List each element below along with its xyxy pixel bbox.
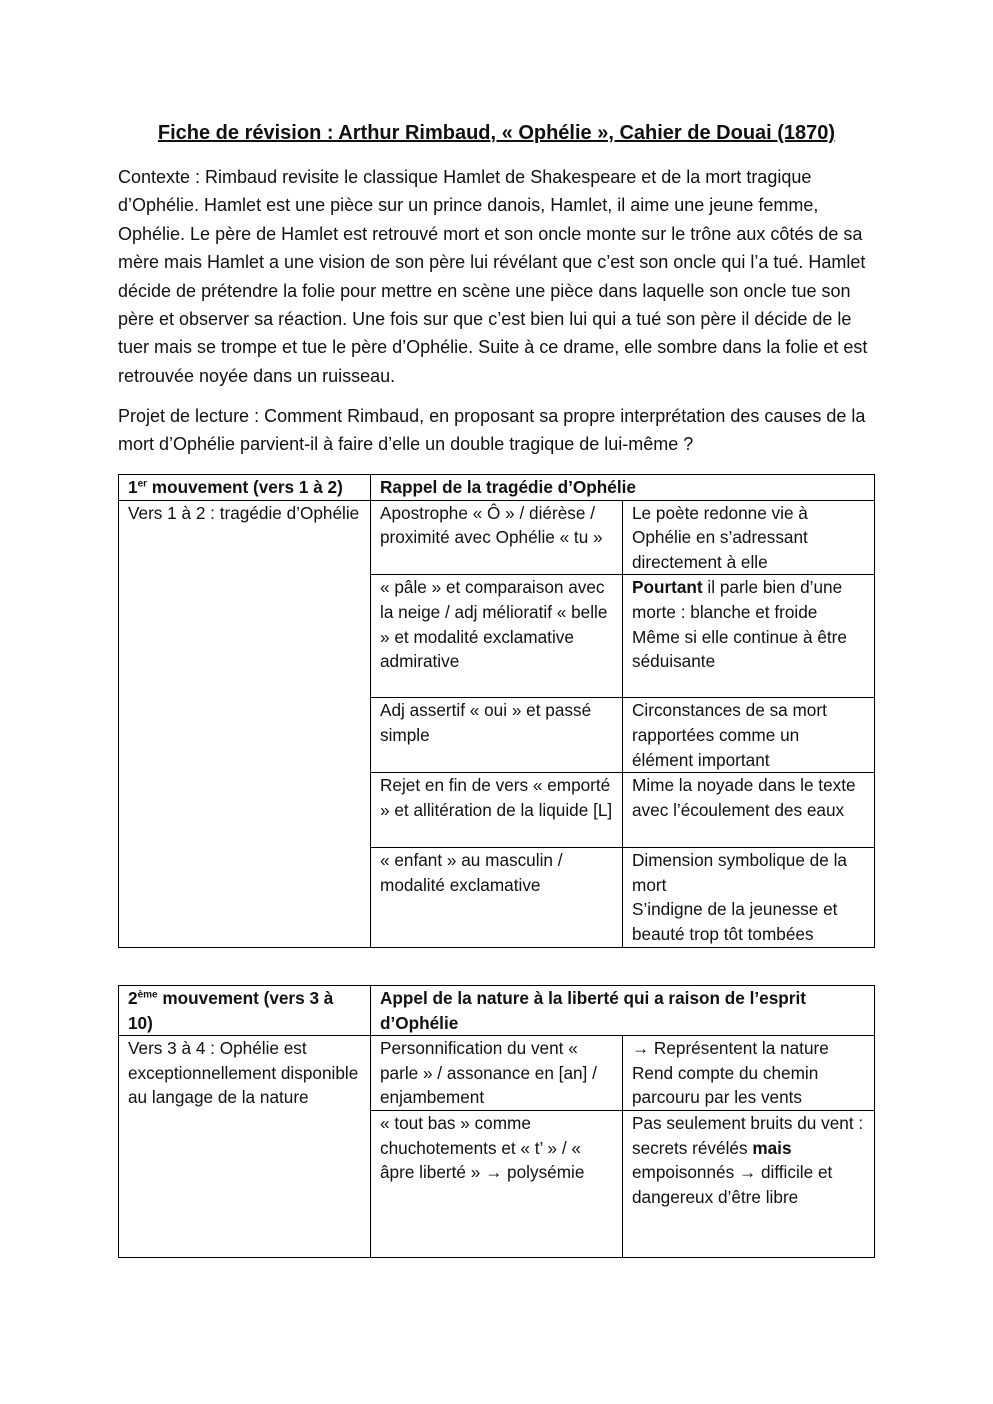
interpretation-cell: Pourtant il parle bien d’une morte : blanche et froide Même si elle continue à être séduisante — [623, 575, 875, 698]
interpretation-cell: Circonstances de sa mort rapportées comme un élément important — [623, 698, 875, 773]
interpretation-cell: Le poète redonne vie à Ophélie en s’adressant directement à elle — [623, 500, 875, 575]
procede-cell: Personnification du vent « parle » / assonance en [an] / enjambement — [370, 1036, 622, 1111]
interpretation-cell: Pas seulement bruits du vent : secrets révélés mais empoisonnés → difficile et dangereux d’être libre — [622, 1110, 874, 1257]
contexte-paragraph: Contexte : Rimbaud revisite le classique Hamlet de Shakespeare et de la mort tragique d’Ophélie. Hamlet est une pièce sur un prince danois, Hamlet, il aime une jeune femme, Ophélie. Le père de Hamlet est retrouvé mort et son oncle monte sur le trône aux côtés de sa mère mais Hamlet a une vision de son père lui révélant que c’est son oncle qui l’a tué. Hamlet décide de prétendre la folie pour mettre en scène une pièce dans laquelle son oncle tue son père et observer sa réaction. Une fois sur que c’est bien lui qui a tué son père il décide de le tuer mais se trompe et tue le père d’Ophélie. Suite à ce drame, elle sombre dans la folie et est retrouvée noyée dans un ruisseau. — [118, 167, 868, 386]
interpretation-cell: Mime la noyade dans le texte avec l’écoulement des eaux — [623, 773, 875, 848]
interpretation-cell: Dimension symbolique de la mort S’indigne de la jeunesse et beauté trop tôt tombées — [623, 848, 875, 947]
interpretation-cell: → Représentent la nature Rend compte du chemin parcouru par les vents — [622, 1036, 874, 1111]
page-title: Fiche de révision : Arthur Rimbaud, « Ophélie », Cahier de Douai (1870) — [157, 122, 836, 144]
vers-cell: Vers 3 à 4 : Ophélie est exceptionnellement disponible au langage de la nature — [119, 1036, 371, 1258]
mouvement-heading: 1er mouvement (vers 1 à 2) — [119, 475, 371, 501]
table-row — [119, 1036, 875, 1111]
procede-cell: Adj assertif « oui » et passé simple — [371, 698, 623, 773]
mouvement-title: Rappel de la tragédie d’Ophélie — [371, 475, 875, 501]
mouvement-title: Appel de la nature à la liberté qui a raison de l’esprit d’Ophélie — [370, 986, 874, 1036]
mouvement-heading: 2ème mouvement (vers 3 à 10) — [119, 986, 371, 1036]
vers-cell: Vers 1 à 2 : tragédie d’Ophélie — [119, 500, 371, 947]
procede-cell: Rejet en fin de vers « emporté » et allitération de la liquide [L] — [371, 773, 623, 848]
projet-paragraph: Projet de lecture : Comment Rimbaud, en proposant sa propre interprétation des causes de la mort d’Ophélie parvient-il à faire d’elle un double tragique de lui-même ? — [118, 406, 866, 455]
table-header-row — [119, 986, 875, 1036]
procede-cell: « tout bas » comme chuchotements et « t’ » / « âpre liberté » → polysémie — [370, 1110, 622, 1257]
procede-cell: Apostrophe « Ô » / diérèse / proximité avec Ophélie « tu » — [371, 500, 623, 575]
table-mouvement-1 — [118, 474, 875, 948]
table-header-row — [119, 475, 875, 501]
procede-cell: « pâle » et comparaison avec la neige / adj mélioratif « belle » et modalité exclamative admirative — [371, 575, 623, 698]
table-mouvement-2 — [118, 985, 875, 1258]
procede-cell: « enfant » au masculin / modalité exclamative — [371, 848, 623, 947]
table-row — [119, 500, 875, 575]
